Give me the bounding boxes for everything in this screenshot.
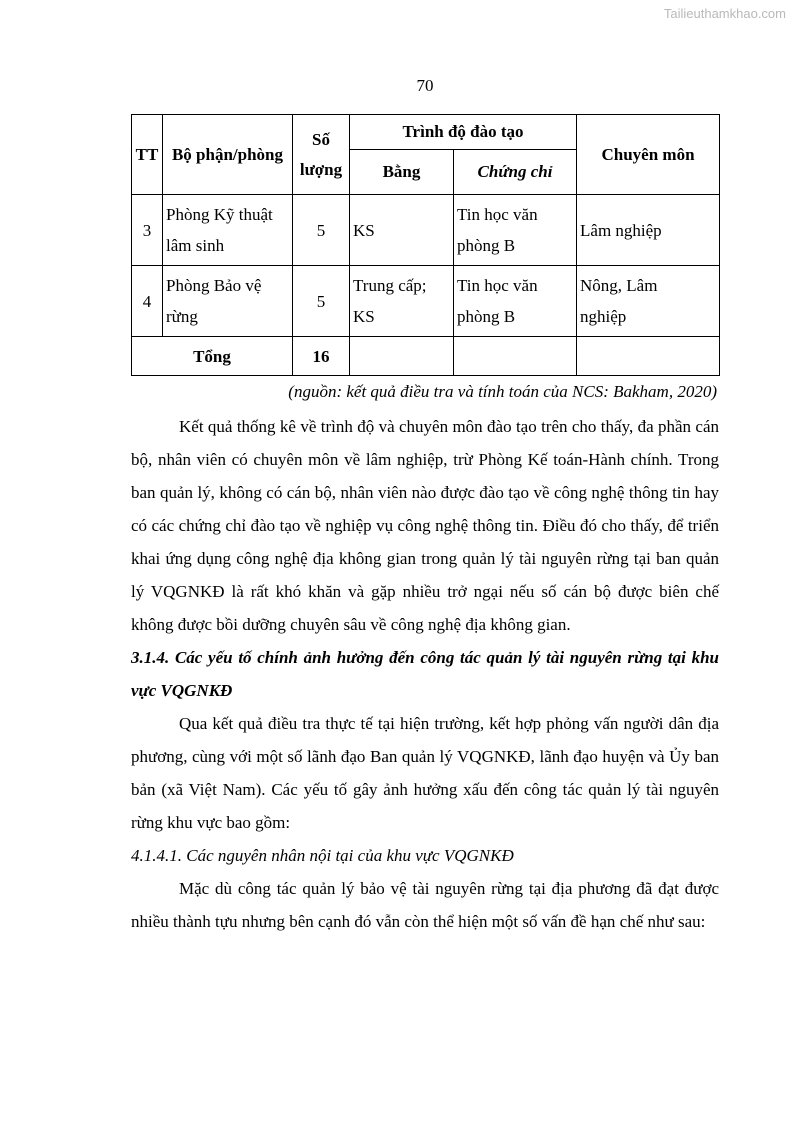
total-degree-empty — [350, 337, 454, 376]
paragraph-factors: Qua kết quả điều tra thực tế tại hiện trường, kết hợp phỏng vấn người dân địa phương, cùng với một số lãnh đạo Ban quản lý VQGNKĐ, lãnh đạo huyện và Ủy ban bản (xã Việt Nam). Các yếu tố gây ảnh hưởng xấu đến công tác quản lý tài nguyên rừng khu vực bao gồm: — [131, 714, 719, 832]
row-certificate-line2: phòng B — [457, 236, 516, 255]
staff-table — [131, 114, 720, 376]
total-label: Tổng — [132, 337, 293, 376]
header-certificate: Chứng chỉ — [454, 150, 577, 195]
row-specialty — [577, 195, 720, 266]
row-certificate — [454, 195, 577, 266]
row-degree — [350, 195, 454, 266]
watermark: Tailieuthamkhao.com — [663, 6, 786, 21]
table-row — [132, 266, 720, 337]
total-quantity: 16 — [293, 337, 350, 376]
section-heading-3-1-4: 3.1.4. Các yếu tố chính ảnh hưởng đến công tác quản lý tài nguyên rừng tại khu vực VQGNKĐ — [131, 648, 719, 700]
row-department-line1: Phòng Kỹ thuật — [166, 205, 273, 224]
row-specialty — [577, 266, 720, 337]
table-total-row — [132, 337, 720, 376]
header-specialty: Chuyên môn — [577, 115, 720, 195]
table-header-row — [132, 115, 720, 150]
row-certificate-line2: phòng B — [457, 307, 516, 326]
header-quantity-line1: Số — [312, 129, 330, 149]
section-heading-4-1-4-1: 4.1.4.1. Các nguyên nhân nội tại của khu vực VQGNKĐ — [131, 846, 514, 865]
row-certificate — [454, 266, 577, 337]
paragraph-summary: Kết quả thống kê về trình độ và chuyên môn đào tạo trên cho thấy, đa phần cán bộ, nhân viên có chuyên môn về lâm nghiệp, trừ Phòng Kế toán-Hành chính. Trong ban quản lý, không có cán bộ, nhân viên nào được đào tạo về công nghệ thông tin hay có các chứng chỉ đào tạo về nghiệp vụ công nghệ thông tin. Điều đó cho thấy, để triển khai ứng dụng công nghệ địa không gian trong quản lý tài nguyên rừng tại ban quản lý VQGNKĐ là rất khó khăn và gặp nhiều trở ngại nếu số cán bộ được biên chế không được bồi dưỡng chuyên sâu về công nghệ địa không gian. — [131, 417, 719, 634]
row-specialty-line2: nghiệp — [580, 307, 627, 326]
row-quantity: 5 — [293, 195, 350, 266]
header-quantity — [293, 115, 350, 195]
row-certificate-line1: Tin học văn — [457, 276, 538, 295]
row-department-line2: lâm sinh — [166, 236, 225, 255]
row-quantity: 5 — [293, 266, 350, 337]
row-specialty-line1: Lâm nghiệp — [580, 220, 662, 240]
row-tt: 3 — [132, 195, 163, 266]
table-row — [132, 195, 720, 266]
header-tt: TT — [132, 115, 163, 195]
source-note: (nguồn: kết quả điều tra và tính toán của NCS: Bakham, 2020) — [288, 382, 717, 401]
header-training-level: Trình độ đào tạo — [350, 115, 577, 150]
row-department — [163, 266, 293, 337]
row-department-line1: Phòng Bảo vệ — [166, 276, 262, 295]
row-specialty-line1: Nông, Lâm — [580, 276, 658, 295]
row-tt: 4 — [132, 266, 163, 337]
body-text — [131, 410, 719, 938]
row-degree-line1: Trung cấp; — [353, 276, 427, 295]
total-certificate-empty — [454, 337, 577, 376]
header-department: Bộ phận/phòng — [163, 115, 293, 195]
row-degree-line2: KS — [353, 307, 375, 326]
header-degree: Bằng — [350, 150, 454, 195]
paragraph-limitations: Mặc dù công tác quản lý bảo vệ tài nguyên rừng tại địa phương đã đạt được nhiều thành tựu nhưng bên cạnh đó vẫn còn thể hiện một số vấn đề hạn chế như sau: — [131, 879, 719, 931]
header-quantity-line2: lượng — [299, 159, 343, 179]
total-specialty-empty — [577, 337, 720, 376]
row-department-line2: rừng — [166, 307, 198, 326]
row-degree — [350, 266, 454, 337]
row-degree-line1: KS — [353, 220, 375, 240]
row-department — [163, 195, 293, 266]
row-certificate-line1: Tin học văn — [457, 205, 538, 224]
page-number: 70 — [416, 76, 434, 95]
